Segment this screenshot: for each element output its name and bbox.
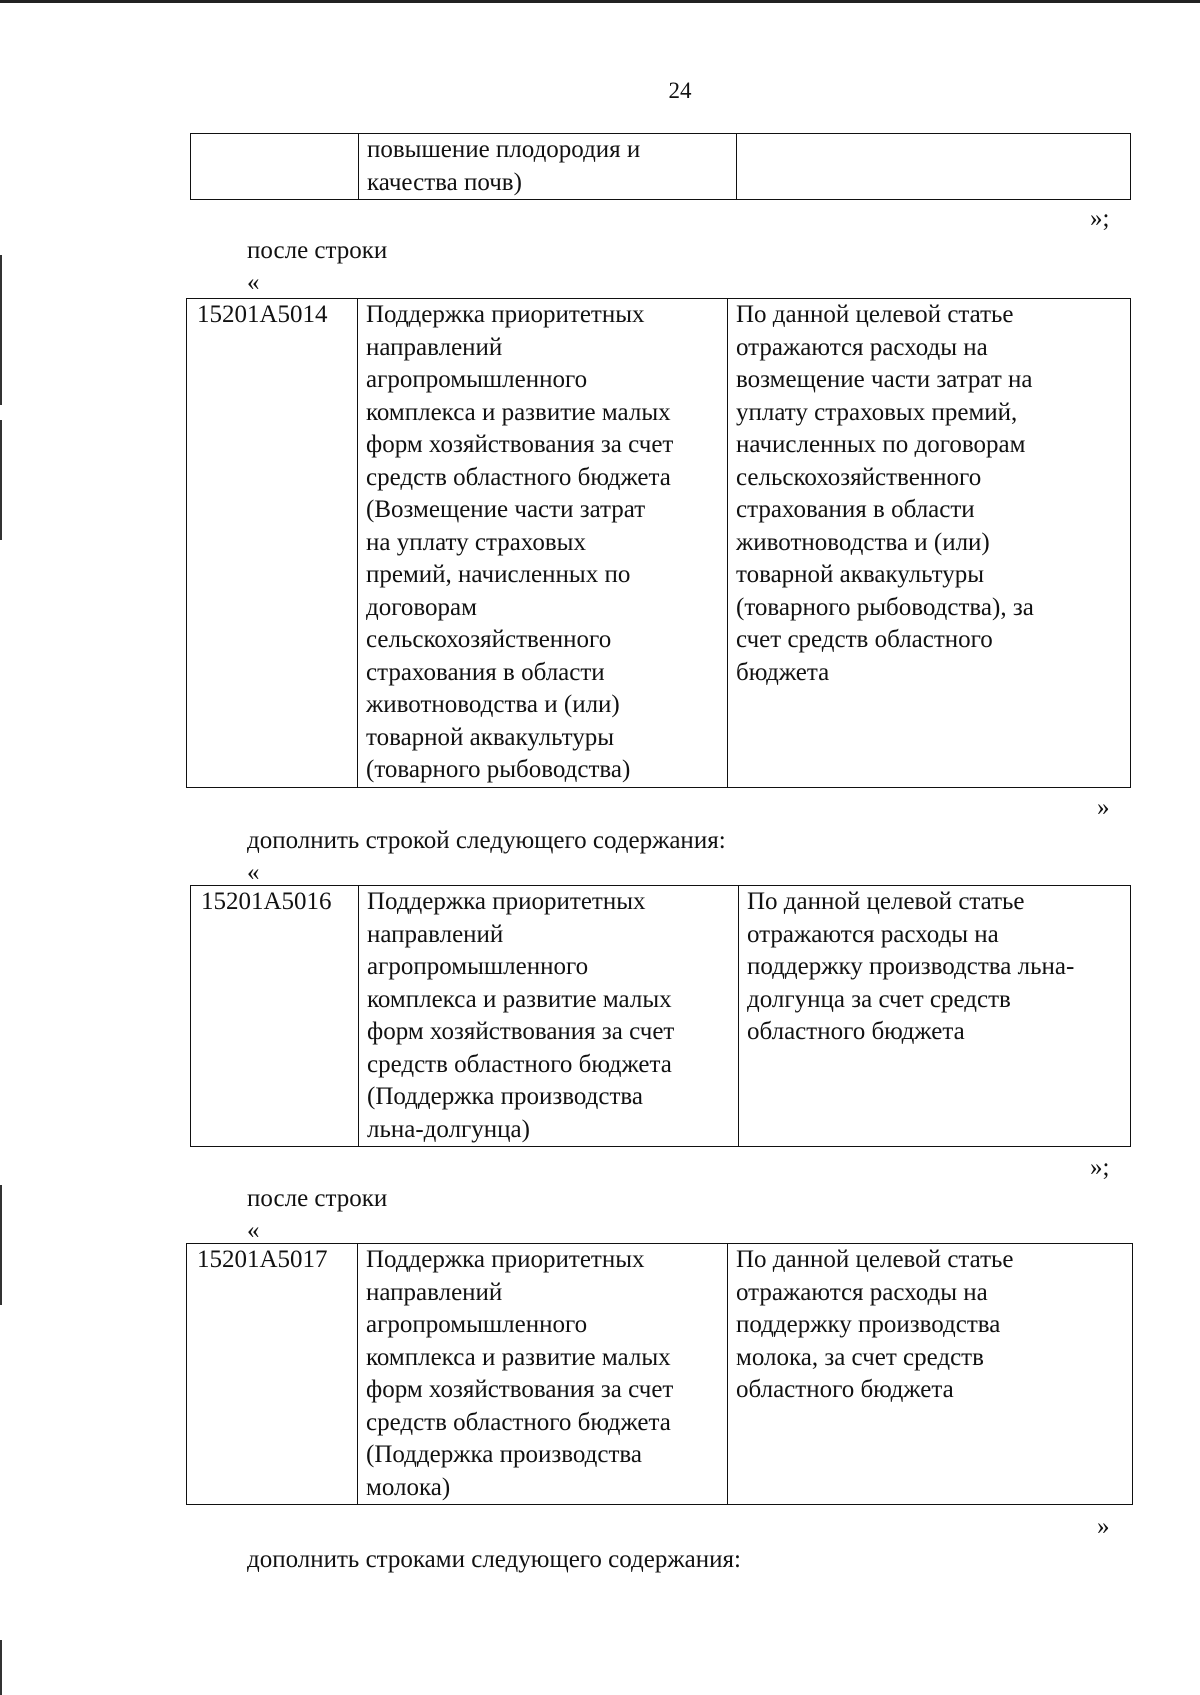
item-name-cell: [358, 1244, 728, 1505]
cell-text-line: По данной целевой статье: [736, 1246, 1014, 1273]
table-15201A5016: [190, 885, 1131, 1147]
page-number: 24: [668, 78, 692, 103]
cell-text-line: договорам: [366, 593, 477, 621]
item-name-cell: [358, 299, 728, 788]
instruction-text: после строки: [247, 1185, 388, 1212]
cell-text-line: молока, за счет средств: [736, 1343, 984, 1371]
item-description-cell: [739, 886, 1131, 1147]
cell-text-line: агропромышленного: [366, 366, 588, 393]
opening-quote: «: [247, 859, 260, 886]
cell-text-line: товарной аквакультуры: [366, 723, 614, 751]
cell-text-line: счет средств областного: [736, 626, 993, 653]
cell-text-line: направлений: [366, 333, 503, 361]
cell-text-line: направлений: [367, 920, 504, 948]
table-15201A5017: [186, 1243, 1133, 1505]
cell-text-line: (товарного рыбоводства): [366, 756, 631, 783]
cell-text-line: животноводства и (или): [366, 691, 620, 718]
table-row: [187, 1244, 1133, 1505]
cell-text-line: средств областного бюджета: [366, 1408, 671, 1436]
scan-left-edge-mark: [0, 1640, 2, 1695]
budget-code-cell: 15201A5016: [191, 886, 359, 1147]
item-name-cell: [359, 886, 739, 1147]
cell-text-line: (Возмещение части затрат: [366, 496, 646, 523]
closing-quote: »;: [1090, 205, 1110, 232]
cell-text-line: (Поддержка производства: [367, 1083, 643, 1110]
cell-text-line: качества почв): [367, 168, 522, 196]
cell-text-line: бюджета: [736, 658, 830, 686]
item-description-cell: [728, 299, 1131, 788]
cell-text-line: товарной аквакультуры: [736, 561, 984, 588]
cell-text-line: средств областного бюджета: [366, 463, 671, 491]
budget-code-cell: 15201A5014: [187, 299, 358, 788]
table-row: [191, 134, 1131, 200]
budget-code-cell: [191, 134, 359, 200]
closing-quote: »;: [1090, 1154, 1110, 1181]
cell-text-line: повышение плодородия и: [367, 136, 641, 163]
cell-text-line: молока): [366, 1473, 451, 1501]
instruction-text: после строки: [247, 237, 388, 264]
scan-left-edge-mark: [0, 255, 2, 405]
closing-quote: »: [1097, 1513, 1110, 1540]
cell-text-line: комплекса и развитие малых: [366, 398, 671, 426]
closing-quote: »: [1097, 794, 1110, 821]
cell-text-line: отражаются расходы на: [736, 333, 988, 361]
table-continuation: [190, 133, 1131, 200]
cell-text-line: поддержку производства льна-: [747, 953, 1075, 980]
cell-text-line: отражаются расходы на: [736, 1278, 988, 1306]
cell-text-line: направлений: [366, 1278, 503, 1306]
cell-text-line: уплату страховых премий,: [736, 398, 1018, 426]
instruction-text: дополнить строкой следующего содержания:: [247, 827, 726, 854]
cell-text-line: агропромышленного: [367, 953, 589, 980]
item-description-cell: [728, 1244, 1133, 1505]
cell-text-line: страхования в области: [736, 496, 975, 523]
cell-text-line: поддержку производства: [736, 1311, 1001, 1338]
cell-text-line: льна-долгунца): [367, 1115, 530, 1143]
cell-text-line: областного бюджета: [747, 1018, 965, 1045]
item-description-cell: [737, 134, 1131, 200]
cell-text-line: на уплату страховых: [366, 528, 586, 556]
cell-text-line: агропромышленного: [366, 1311, 588, 1338]
cell-text-line: По данной целевой статье: [747, 888, 1025, 915]
cell-text-line: животноводства и (или): [736, 528, 990, 556]
budget-code-cell: 15201A5017: [187, 1244, 358, 1505]
scan-top-border: [0, 0, 1200, 3]
table-row: [187, 299, 1131, 788]
cell-text-line: комплекса и развитие малых: [366, 1343, 671, 1371]
cell-text-line: Поддержка приоритетных: [366, 1246, 645, 1273]
cell-text-line: По данной целевой статье: [736, 301, 1014, 328]
cell-text-line: областного бюджета: [736, 1376, 954, 1403]
table-15201A5014: [186, 298, 1131, 788]
cell-text-line: форм хозяйствования за счет: [366, 431, 674, 458]
cell-text-line: Поддержка приоритетных: [366, 301, 645, 328]
opening-quote: «: [247, 1217, 260, 1244]
cell-text-line: (товарного рыбоводства), за: [736, 593, 1034, 621]
instruction-text: дополнить строками следующего содержания:: [247, 1546, 741, 1573]
table-row: [191, 886, 1131, 1147]
cell-text-line: страхования в области: [366, 658, 605, 686]
cell-text-line: сельскохозяйственного: [736, 463, 982, 491]
cell-text-line: Поддержка приоритетных: [367, 888, 646, 915]
cell-text-line: сельскохозяйственного: [366, 626, 612, 653]
opening-quote: «: [247, 269, 260, 296]
cell-text-line: отражаются расходы на: [747, 920, 999, 948]
cell-text-line: премий, начисленных по: [366, 561, 631, 588]
cell-text-line: (Поддержка производства: [366, 1441, 642, 1468]
cell-text-line: форм хозяйствования за счет: [367, 1018, 675, 1045]
scan-left-edge-mark: [0, 420, 2, 540]
cell-text-line: долгунца за счет средств: [747, 985, 1011, 1013]
cell-text-line: средств областного бюджета: [367, 1050, 672, 1078]
cell-text-line: начисленных по договорам: [736, 431, 1026, 458]
cell-text-line: форм хозяйствования за счет: [366, 1376, 674, 1403]
cell-text-line: комплекса и развитие малых: [367, 985, 672, 1013]
item-name-cell: [359, 134, 737, 200]
cell-text-line: возмещение части затрат на: [736, 366, 1033, 393]
scan-left-edge-mark: [0, 1185, 2, 1305]
